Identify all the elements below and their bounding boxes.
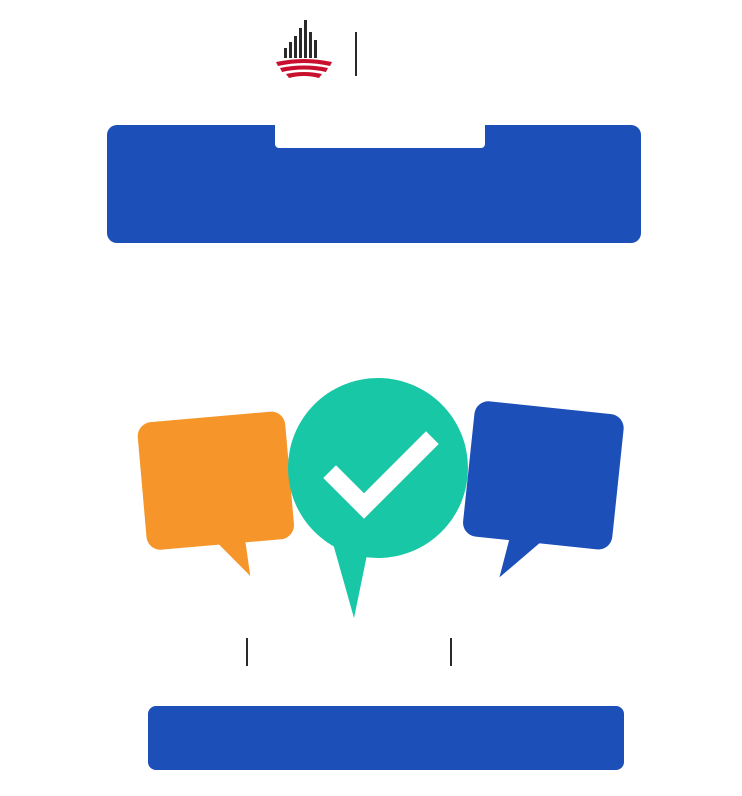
exclamation-bubble <box>458 400 625 589</box>
decorative-dot-grid <box>504 8 732 84</box>
speaker-divider <box>450 638 452 666</box>
speech-bubbles-illustration <box>120 300 640 630</box>
question-bubble <box>137 410 299 584</box>
event-info-banner <box>148 706 624 770</box>
check-bubble <box>288 378 468 618</box>
speaker-divider <box>246 638 248 666</box>
header-divider <box>355 32 357 76</box>
university-logo <box>272 16 336 92</box>
panel-tag <box>275 112 485 148</box>
